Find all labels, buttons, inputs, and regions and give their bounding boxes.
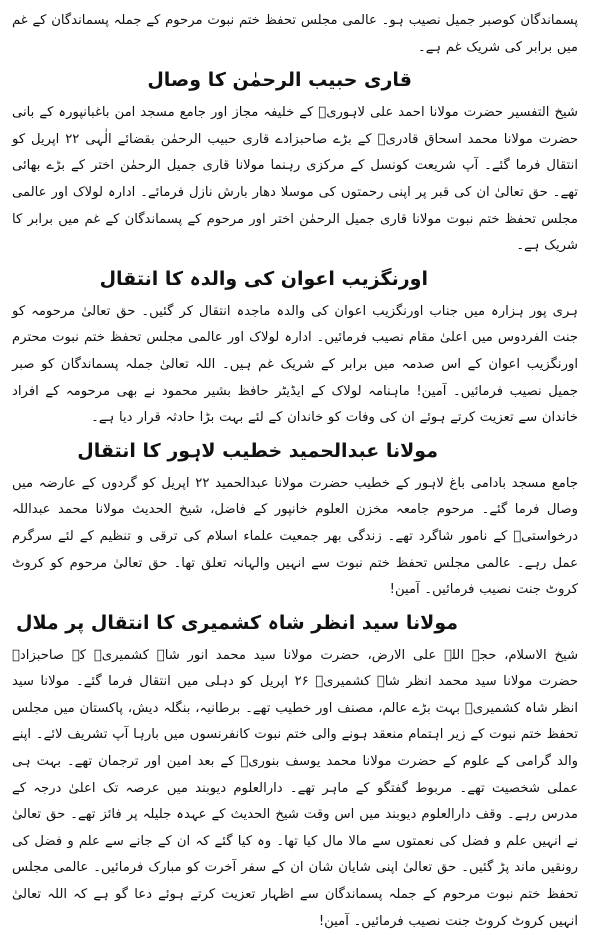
section-title-aurangzeb-awan: اورنگزیب اعوان کی والدہ کا انتقال <box>99 267 428 290</box>
section-body-abdul-hameed: جامع مسجد بادامی باغ لاہور کے خطیب حضرت مولانا عبدالحمید ۲۲ اپریل کو گردوں کے عارضہ میں وصال فرما گئے۔ مرحوم جامعہ مخزن العلوم خانپور کے فاضل، شیخ الحدیث مولانا محمد عبداللہ درخواستیؒ کے نامور شاگرد تھے۔ زندگی بھر جمعیت علماء اسلام کی ترقی و تنظیم کے لئے سرگرم عمل رہے۔ عالمی مجلس تحفظ ختم نبوت سے انہیں والہانہ تعلق تھا۔ حق تعالیٰ مرحوم کو کروٹ کروٹ جنت نصیب فرمائیں۔ آمین! <box>12 475 578 598</box>
section-body-anzar-shah: شیخ الاسلام، حجۃ اللہ علی الارض، حضرت مولانا سید محمد انور شاہ کشمیریؒ کے صاحبزادہ حضرت مولانا سید محمد انظر شاہ کشمیریؒ ۲۶ اپریل کو دہلی میں انتقال فرما گئے۔ مولانا سید انظر شاہ کشمیریؒ بہت بڑے عالم، مصنف اور خطیب تھے۔ برطانیہ، بنگلہ دیش، پاکستان میں مجلس تحفظ ختم نبوت کے زیر اہتمام منعقد ہونے والی ختم نبوت کانفرنسوں میں بارہا آپ تشریف لائے۔ اپنے والد گرامی کے علوم کے حضرت مولانا محمد یوسف بنوریؒ کے بعد امین اور ترجمان تھے۔ بہت ہی عملی شخصیت تھے۔ مربوط گفتگو کے ماہر تھے۔ دارالعلوم دیوبند میں عرصہ تک اعلیٰ درجہ کے مدرس رہے۔ وقف دارالعلوم دیوبند میں اس وقت شیخ الحدیث کے عہدہ جلیلہ پر فائز تھے۔ حق تعالیٰ نے انہیں علم و فضل کی نعمتوں سے مالا مال کیا تھا۔ وہ کیا گئے کہ ان کے جانے سے علم و فضل کی رونقیں ماند پڑ گئیں۔ حق تعالیٰ اپنی شایان شان ان کے سفر آخرت کو مبارک فرمائیں۔ عالمی مجلس تحفظ ختم نبوت مرحوم کے جملہ پسماندگان سے اظہار تعزیت کرتے ہوئے دعا گو ہے کہ اللہ تعالیٰ انہیں کروٹ کروٹ جنت نصیب فرمائیں۔ آمین! <box>12 647 579 929</box>
section-title-abdul-hameed: مولانا عبدالحمید خطیب لاہور کا انتقال <box>77 439 438 462</box>
section-body-aurangzeb-awan: ہری پور ہزارہ میں جناب اورنگزیب اعوان کی والدہ ماجدہ انتقال کر گئیں۔ حق تعالیٰ مرحومہ کو جنت الفردوس میں اعلیٰ مقام نصیب فرمائیں۔ ادارہ لولاک اور عالمی مجلس تحفظ ختم نبوت محترم اورنگزیب اعوان کے اس صدمہ میں برابر کے شریک غم ہیں۔ اللہ تعالیٰ جملہ پسماندگان کو صبر جمیل نصیب فرمائیں۔ آمین! ماہنامہ لولاک کے ایڈیٹر حافظ بشیر محمود نے بھی مرحومہ کے افراد خاندان سے تعزیت کرتے ہوئے ان کی وفات کو خاندان کے لئے بہت بڑا حادثہ قرار دیا ہے۔ <box>12 303 578 426</box>
section-title-anzar-shah: مولانا سید انظر شاہ کشمیری کا انتقال پر ملال <box>16 611 458 634</box>
section-body-habib-ur-rahman: شیخ التفسیر حضرت مولانا احمد علی لاہوریؒ کے خلیفہ مجاز اور جامع مسجد امن باغبانپورہ کے بانی حضرت مولانا محمد اسحاق قادریؒ کے بڑے صاحبزادے قاری حبیب الرحمٰن بقضائے الٰہی ۲۲ اپریل کو انتقال فرما گئے۔ آپ شریعت کونسل کے مرکزی رہنما مولانا قاری جمیل الرحمٰن اختر کے بڑے بھائی تھے۔ حق تعالیٰ ان کی قبر پر اپنی رحمتوں کی موسلا دھار بارش نازل فرمائے۔ ادارہ لولاک اور عالمی مجلس تحفظ ختم نبوت مولانا قاری جمیل الرحمٰن اختر اور مرحوم کے پسماندگان کے غم میں برابر کا شریک ہے۔ <box>12 105 578 254</box>
intro-paragraph: پسماندگان کوصبر جمیل نصیب ہو۔ عالمی مجلس تحفظ ختم نبوت مرحوم کے جملہ پسماندگان کے غم میں برابر کی شریک غم ہے۔ <box>12 13 578 55</box>
section-title-habib-ur-rahman: قاری حبیب الرحمٰن کا وصال <box>147 69 412 92</box>
